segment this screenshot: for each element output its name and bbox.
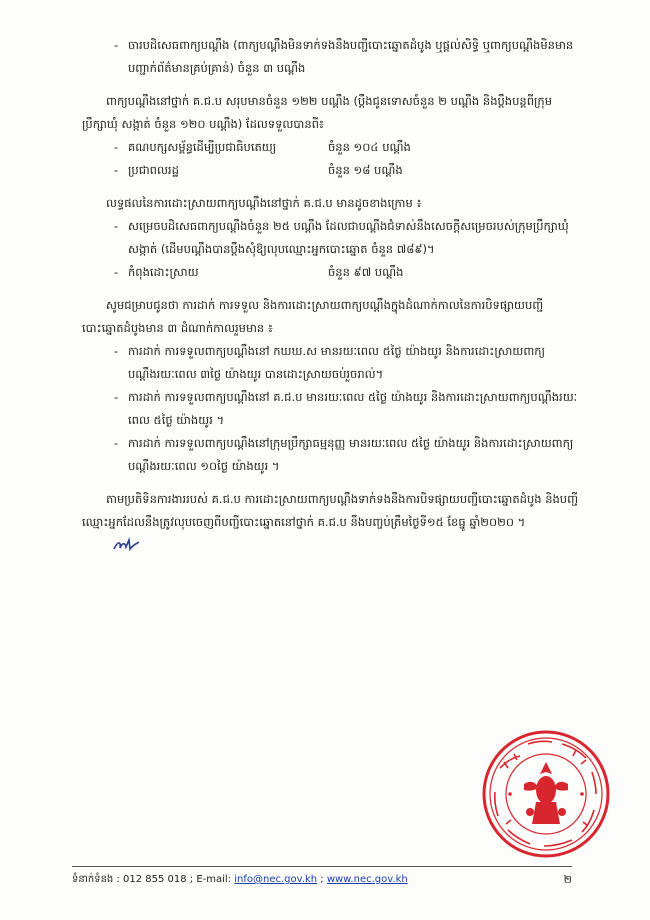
footer-phone: ទំនាក់ទំនង : 012 855 018 ; E-mail:	[72, 874, 235, 885]
bullet-list-rejections	[82, 34, 582, 80]
result-label: - កំពុងដោះស្រាយ	[128, 265, 199, 279]
footer	[72, 872, 572, 888]
bullet-rejection: - ចារបដិសេធពាក្យបណ្តឹង (ពាក្យបណ្តឹងមិនទាក់ទងនឹងបញ្ជីបោះឆ្នោតដំបូង ឬផ្តល់សិទ្ធិ ឬពាក្យបណ្តឹងមិនមានបញ្ជាក់ព័ត៌មានគ្រប់គ្រាន់) ចំនួន ៣ បណ្តឹង	[82, 34, 582, 80]
page-number: ២	[563, 873, 572, 886]
list-item	[82, 136, 582, 159]
footer-separator: ;	[317, 874, 327, 885]
paragraph-total-complaints: ពាក្យបណ្តឹងនៅថ្នាក់ គ.ជ.ប សរុបមានចំនួន ១២២ បណ្តឹង (ប្តឹងជូនទោសចំនួន ២ បណ្តឹង និងប្តឹងបន្តពីក្រុមប្រឹក្សាឃុំ សង្កាត់ ចំនួន ១២០ បណ្តឹង) ដែលទទួលបានពី៖	[82, 94, 553, 131]
list-item: - ការដាក់ ការទទួលពាក្យបណ្តឹងនៅ គ.ជ.ប មានរយៈពេល ៥ថ្ងៃ យ៉ាងយូរ និងការដោះស្រាយពាក្យបណ្តឹងរយៈពេល ៥ថ្ងៃ យ៉ាងយូរ ។	[82, 386, 582, 432]
bullet-list-stages	[82, 340, 582, 478]
source-label: - គណបក្សសម្ព័ន្ធដើម្បីប្រជាធិបតេយ្យ	[128, 140, 277, 154]
official-seal-icon	[480, 728, 612, 860]
footer-website-link[interactable]: www.nec.gov.kh	[326, 874, 408, 885]
source-count: ចំនួន ១៨ បណ្តឹង	[328, 163, 403, 177]
paragraph-stages-intro: សូមជម្រាបជូនថា ការដាក់ ការទទួល និងការដោះស្រាយពាក្យបណ្តឹងក្នុងដំណាក់កាលនៃការបិទផ្សាយបញ្ជីបោះឆ្នោតដំបូងមាន ៣ ដំណាក់កាលរួមមាន ៖	[82, 298, 544, 335]
result-count: ចំនួន ៩៧ បណ្តឹង	[328, 265, 404, 279]
bullet-list-sources	[82, 136, 582, 182]
list-item: - សម្រេចបដិសេធពាក្យបណ្តឹងចំនួន ២៥ បណ្តឹង ដែលជាបណ្តឹងជំទាស់នឹងសេចក្តីសម្រេចរបស់ក្រុមប្រឹក្សាឃុំ សង្កាត់ (ដើមបណ្តឹងបានប្តឹងសុំឱ្យលុបឈ្មោះអ្នកបោះឆ្នោត ចំនួន ៧៨៩)។	[82, 215, 582, 261]
bullet-list-results	[82, 215, 582, 284]
footer-divider	[72, 866, 572, 867]
list-item	[82, 261, 582, 284]
footer-email-link[interactable]: info@nec.gov.kh	[234, 874, 318, 885]
footer-contact	[72, 872, 408, 888]
list-item	[82, 159, 582, 182]
handwritten-initial-icon	[88, 537, 142, 561]
paragraph-results-intro: លទ្ធផលនៃការដោះស្រាយពាក្យបណ្តឹងនៅថ្នាក់ គ.ជ.ប មានដូចខាងក្រោម ៖	[106, 196, 422, 210]
document-body	[82, 34, 582, 571]
paragraph-conclusion	[82, 488, 582, 561]
list-item: - ការដាក់ ការទទួលពាក្យបណ្តឹងនៅ កឃឃ.ស មានរយៈពេល ៥ថ្ងៃ យ៉ាងយូរ និងការដោះស្រាយពាក្យបណ្តឹងរយៈពេល ៣ថ្ងៃ យ៉ាងយូរ បានដោះស្រាយចប់រួចរាល់។	[82, 340, 582, 386]
list-item: - ការដាក់ ការទទួលពាក្យបណ្តឹងនៅក្រុមប្រឹក្សាធម្មនុញ្ញ មានរយៈពេល ៥ថ្ងៃ យ៉ាងយូរ និងការដោះស្រាយពាក្យបណ្តឹងរយៈពេល ១០ថ្ងៃ យ៉ាងយូរ ។	[82, 432, 582, 478]
conclusion-text: តាមប្រតិទិនការងាររបស់ គ.ជ.ប ការដោះស្រាយពាក្យបណ្តឹងទាក់ទងនឹងការបិទផ្សាយបញ្ជីបោះឆ្នោតដំបូង និងបញ្ជីឈ្មោះអ្នកដែលនឹងត្រូវលុបចេញពីបញ្ជីបោះឆ្នោតនៅថ្នាក់ គ.ជ.ប នឹងបញ្ចប់ត្រឹមថ្ងៃទី១៥ ខែធ្នូ ឆ្នាំ២០២០ ។	[82, 492, 579, 529]
source-label: - ប្រជាពលរដ្ឋ	[128, 163, 179, 177]
source-count: ចំនួន ១០៤ បណ្តឹង	[328, 140, 411, 154]
